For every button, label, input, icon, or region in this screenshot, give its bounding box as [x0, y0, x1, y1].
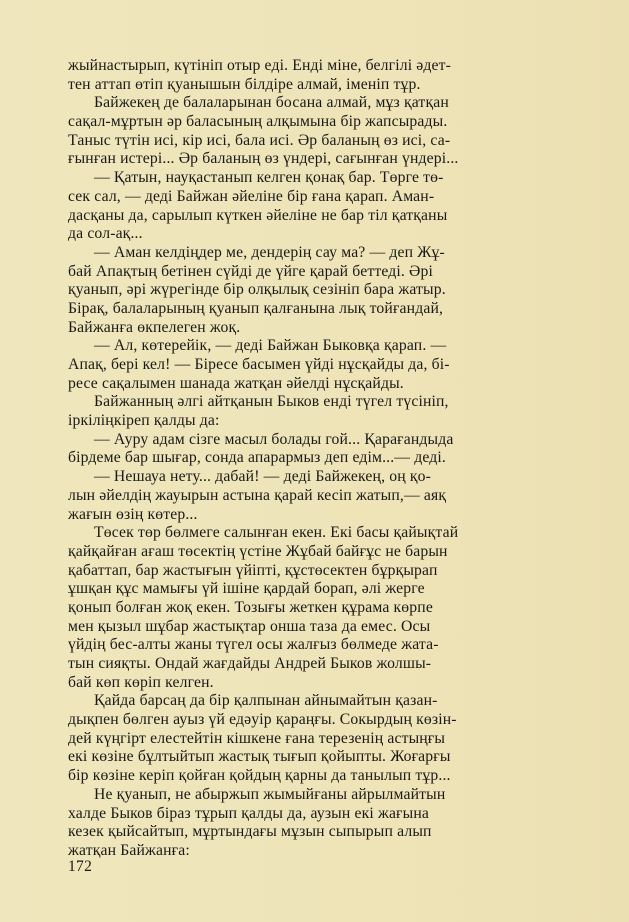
text-line: сақал-мұртын әр баласының алқымына бір жапсырады.	[68, 113, 448, 131]
text-line: да сол-ақ...	[68, 225, 143, 243]
text-line: үйдің бес-алты жаны түгел осы жалғыз бөлмеде жата-	[68, 636, 439, 654]
text-line: бай көп көріп келген.	[68, 673, 214, 691]
text-line: іркіліңкіреп қалды да:	[68, 412, 220, 430]
text-line: жатқан Байжанға:	[68, 841, 190, 859]
text-line: дықпен бөлген ауыз үй едәуір қараңғы. Сокырдың көзін-	[68, 711, 457, 729]
text-line: ресе сақалымен шанада жатқан әйелді нұсқайды.	[68, 374, 404, 392]
text-line: халде Быков біраз тұрып қалды да, аузын екі жағына	[68, 804, 429, 822]
text-line: дей күңгірт елестейтін кішкене ғана терезенің астыңғы	[68, 729, 446, 747]
text-line: ұшқан құс мамығы үй ішіне қардай борап, әлі жерге	[68, 580, 425, 598]
body-text	[68, 57, 601, 861]
text-line: мен қызыл шұбар жастықтар онша таза да емес. Осы	[68, 617, 431, 635]
text-line: Төсек төр бөлмеге салынған екен. Екі басы қайықтай	[94, 524, 459, 542]
text-line: бірдеме бар шығар, сонда апарармыз деп едім...— деді.	[68, 449, 446, 467]
text-line: Апақ, бері кел! — Біресе басымен үйді нұсқайды да, бі-	[68, 356, 450, 373]
text-line: Байжанның әлгі айтқанын Быков енді түгел түсініп,	[94, 393, 449, 411]
text-line: ғынған истері... Әр баланың өз үндері, сағынған үндері...	[68, 150, 459, 168]
text-line: екі көзіне бұлтыйтып жастық тығып қойыпты. Жоғарғы	[68, 748, 451, 766]
text-line: Байжекең де балаларынан босана алмай, мұз қатқан	[94, 94, 449, 112]
text-line: бір көзіне керіп қойған қойдың қарны да танылып тұр...	[68, 767, 451, 785]
text-line: — Ауру адам сізге масыл болады гой... Қарағандыда	[94, 430, 454, 448]
text-line: дасқаны да, сарылып күткен әйеліне не бар тіл қатқаны	[68, 206, 448, 224]
text-line: қонып болған жоқ екен. Тозығы жеткен құрама көрпе	[68, 598, 433, 616]
text-line: Бірақ, балаларының қуанып қалғанына лық тойғандай,	[68, 299, 444, 317]
text-line: тын сияқты. Ондай жағдайды Андрей Быков жолшы-	[68, 655, 432, 672]
text-line: қабаттап, бар жастығын үйіпті, құстөсектен бұрқырап	[68, 561, 438, 579]
text-line: — Аман келдіңдер ме, дендерің сау ма? — деп Жұ-	[94, 243, 445, 261]
text-line: қуанып, әрі жүрегінде бір олқылық сезініп бара жатыр.	[68, 281, 446, 299]
text-line: тен аттап өтіп қуанышын білдіре алмай, іменіп тұр.	[68, 75, 421, 93]
text-line: Не қуанып, не абыржып жымыйғаны айрылмайтын	[94, 785, 446, 803]
page-number: 172	[68, 858, 93, 875]
text-line: Байжанға өкпелеген жоқ.	[68, 318, 241, 336]
text-line: — Қатын, науқастанып келген қонақ бар. Төрге тө-	[94, 169, 444, 187]
text-line: Қайда барсаң да бір қалпынан айнымайтын қазан-	[94, 692, 438, 710]
text-line: Таныс түтін исі, кір исі, бала исі. Әр баланың өз исі, са-	[68, 131, 451, 149]
text-line: — Ал, көтерейік, — деді Байжан Быковқа қарап. —	[94, 337, 447, 355]
text-line: сек сал, — деді Байжан әйеліне бір ғана қарап. Аман-	[68, 187, 435, 205]
text-line: қайқайған ағаш төсектің үстіне Жұбай байғұс не барын	[68, 542, 448, 560]
text-line: жағын өзің көтер...	[68, 505, 198, 523]
text-line: бай Апақтың бетінен сүйді де үйге қарай беттеді. Әрі	[68, 262, 434, 280]
text-line: жыйнастырып, күтініп отыр еді. Енді міне, белгілі әдет-	[68, 57, 452, 74]
text-line: — Нешауа нету... дабай! — деді Байжекең, оң қо-	[94, 468, 431, 486]
text-line: кезек қыйсайтып, мұртындағы мұзын сыпырып алып	[68, 823, 432, 841]
text-line: лын әйелдің жауырын астына қарай кесіп жатып,— аяқ	[68, 486, 447, 504]
